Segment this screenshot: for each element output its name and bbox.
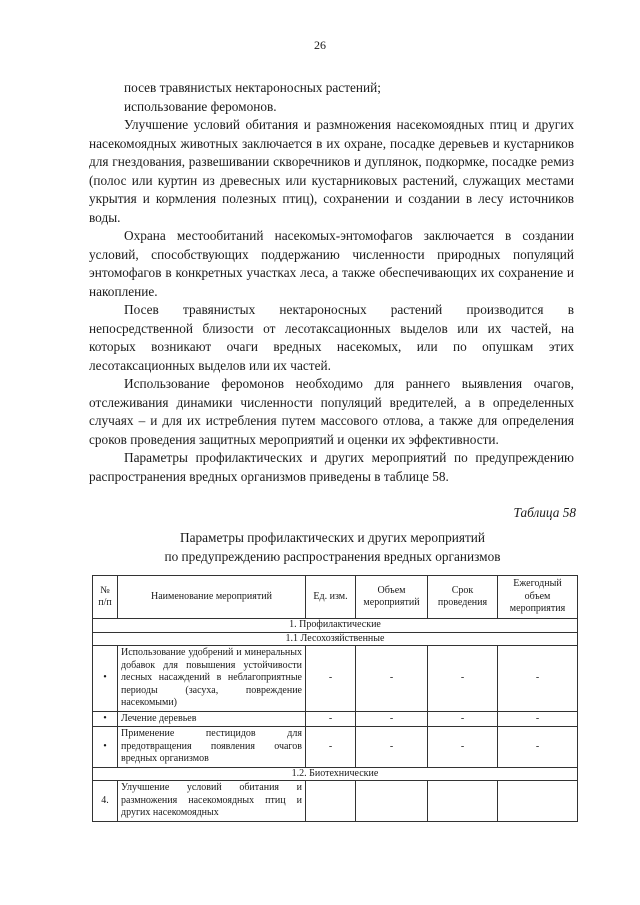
row-name: Применение пестицидов для предотвращения появления очагов вредных организмов xyxy=(118,727,306,768)
row-name: Лечение деревьев xyxy=(118,711,306,727)
paragraph: использование феромонов. xyxy=(124,98,277,114)
table-caption: Таблица 58 xyxy=(513,505,576,520)
row-annual: - xyxy=(498,711,578,727)
row-name: Использование удобрений и минеральных добавок для повышения устойчивости лесных насаждений в неблагоприятные периоды (засуха, повреждение насекомыми) xyxy=(118,646,306,712)
row-annual: - xyxy=(498,646,578,712)
subsection-title: 1.2. Биотехнические xyxy=(93,767,578,781)
row-volume: - xyxy=(356,646,428,712)
table-row xyxy=(93,711,578,727)
table-title-line: по предупреждению распространения вредных организмов xyxy=(164,549,501,564)
table-title xyxy=(89,528,576,566)
table-row xyxy=(93,781,578,822)
row-term: - xyxy=(428,727,498,768)
paragraph: Охрана местообитаний насекомых-энтомофагов заключается в создании условий, способствующих поддержанию численности природных популяций энтомофагов в конкретных участках леса, а также обеспечивающих их сохранение и накопление. xyxy=(89,228,574,299)
paragraph: Улучшение условий обитания и размножения насекомоядных птиц и других насекомоядных животных заключается в их охране, посадке деревьев и кустарников для гнездования, развешивании скворечников и дуплянок, подкормке, посадке ремиз (полос или куртин из древесных или кустарниковых растений, служащих местами укрытия и кормления полезных птиц), сохранении и создании в лесу источников воды. xyxy=(89,117,574,225)
row-volume: - xyxy=(356,711,428,727)
row-term xyxy=(428,781,498,822)
row-unit: - xyxy=(306,727,356,768)
row-annual xyxy=(498,781,578,822)
header-name: Наименование мероприятий xyxy=(118,576,306,619)
row-num: • xyxy=(93,711,118,727)
header-unit: Ед. изм. xyxy=(306,576,356,619)
paragraph: Посев травянистых нектароносных растений производится в непосредственной близости от лесотаксационных выделов или их частей, на которых возникают очаги вредных насекомых, или по опушкам этих лесотаксационных выделов или их частей. xyxy=(89,302,574,373)
row-name: Улучшение условий обитания и размножения насекомоядных птиц и других насекомоядных xyxy=(118,781,306,822)
subsection-row xyxy=(93,632,578,646)
subsection-title: 1.1 Лесохозяйственные xyxy=(93,632,578,646)
table-row xyxy=(93,646,578,712)
row-num: • xyxy=(93,646,118,712)
row-term: - xyxy=(428,646,498,712)
table-row xyxy=(93,727,578,768)
row-volume xyxy=(356,781,428,822)
header-num: № п/п xyxy=(93,576,118,619)
row-volume: - xyxy=(356,727,428,768)
section-title: 1. Профилактические xyxy=(93,619,578,633)
row-unit xyxy=(306,781,356,822)
paragraph: Использование феромонов необходимо для раннего выявления очагов, отслеживания динамики численности популяций вредителей, а в определенных случаях – и для их истребления путем массового отлова, а также для определения сроков проведения защитных мероприятий и оценки их эффективности. xyxy=(89,376,574,447)
row-num: 4. xyxy=(93,781,118,822)
body-text xyxy=(89,79,574,486)
header-term: Срок проведения xyxy=(428,576,498,619)
row-annual: - xyxy=(498,727,578,768)
table-header-row xyxy=(93,576,578,619)
subsection-row xyxy=(93,767,578,781)
section-row xyxy=(93,619,578,633)
row-unit: - xyxy=(306,711,356,727)
header-annual: Ежегодный объем мероприятия xyxy=(498,576,578,619)
table-title-line: Параметры профилактических и других мероприятий xyxy=(179,530,486,545)
paragraph: Параметры профилактических и других мероприятий по предупреждению распространения вредных организмов приведены в таблице 58. xyxy=(89,450,574,484)
row-unit: - xyxy=(306,646,356,712)
row-num: • xyxy=(93,727,118,768)
row-term: - xyxy=(428,711,498,727)
header-volume: Объем мероприятий xyxy=(356,576,428,619)
paragraph: посев травянистых нектароносных растений; xyxy=(124,80,381,95)
page-number: 26 xyxy=(314,38,326,52)
measures-table xyxy=(92,575,578,822)
